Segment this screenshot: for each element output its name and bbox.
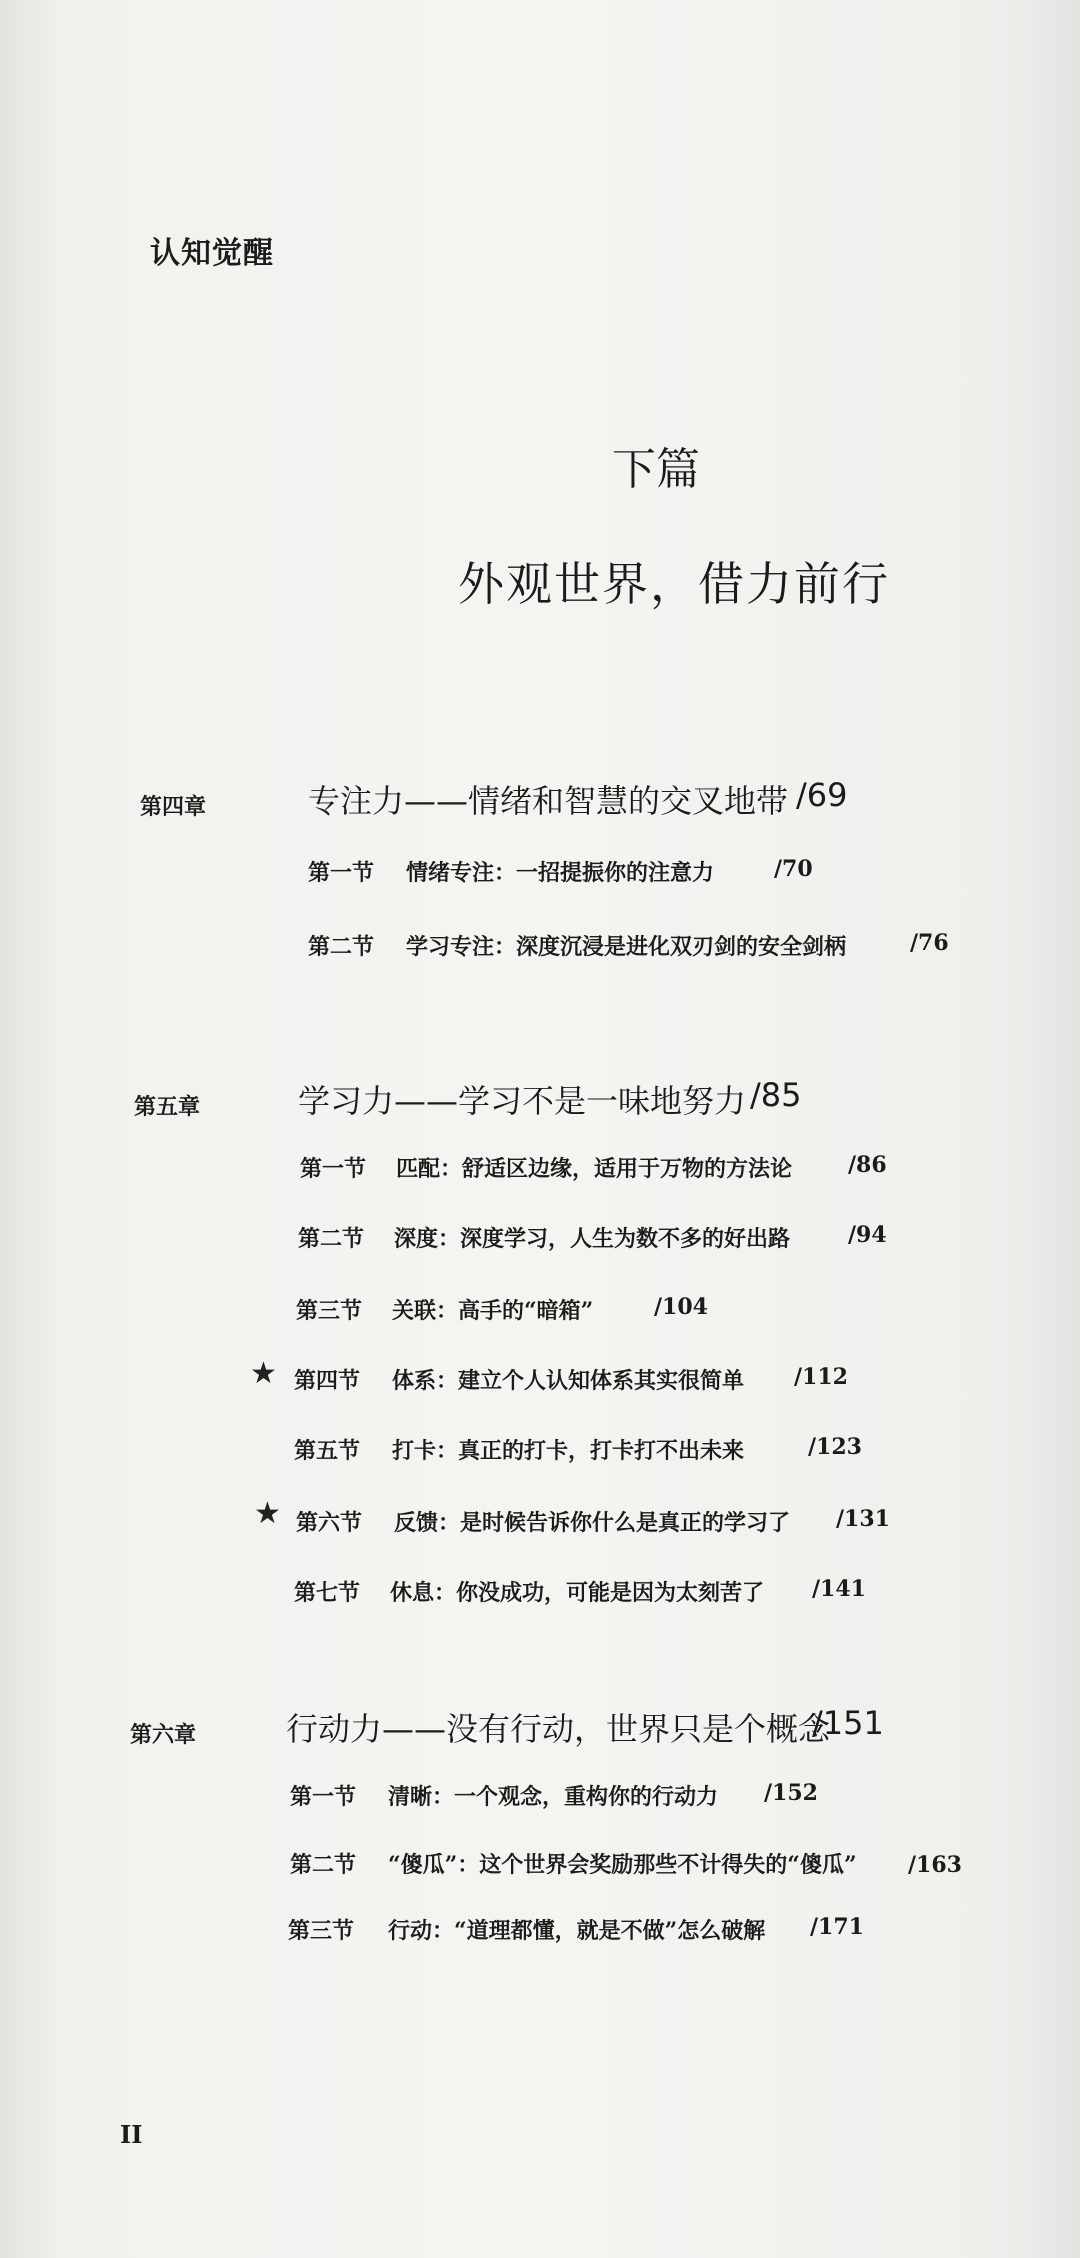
ch4-sec1-page: /70 xyxy=(774,856,813,882)
ch5-sec5-label: 第五节 xyxy=(294,1438,361,1464)
ch5-sec4-label: 第四节 xyxy=(294,1368,361,1394)
ch5-sec2-title: 深度：深度学习，人生为数不多的好出路 xyxy=(394,1226,791,1252)
ch5-sec1-page: /86 xyxy=(848,1152,887,1178)
chapter-4-title: 专注力——情绪和智慧的交叉地带 xyxy=(308,782,789,820)
ch5-sec4-title: 体系：建立个人认知体系其实很简单 xyxy=(392,1368,745,1394)
ch5-sec5-page: /123 xyxy=(808,1434,862,1460)
ch6-sec3-page: /171 xyxy=(810,1914,864,1940)
part-subtitle: 外观世界，借力前行 xyxy=(458,557,890,611)
ch4-sec1-label: 第一节 xyxy=(308,860,375,886)
ch5-sec1-title: 匹配：舒适区边缘，适用于万物的方法论 xyxy=(396,1156,793,1182)
ch5-sec7-page: /141 xyxy=(812,1576,866,1602)
ch5-sec2-label: 第二节 xyxy=(298,1226,365,1252)
chapter-5-title: 学习力——学习不是一味地努力 xyxy=(298,1082,747,1120)
ch5-sec7-label: 第七节 xyxy=(294,1580,361,1606)
chapter-6-page: /151 xyxy=(812,1704,884,1742)
ch5-sec3-label: 第三节 xyxy=(296,1298,363,1324)
chapter-4-page: /69 xyxy=(796,776,848,814)
ch6-sec2-label: 第二节 xyxy=(290,1852,357,1878)
chapter-6-label: 第六章 xyxy=(130,1722,197,1748)
running-head: 认知觉醒 xyxy=(150,236,274,271)
handwritten-star-mark: ★ xyxy=(254,1496,281,1531)
ch5-sec4-page: /112 xyxy=(794,1364,848,1390)
chapter-4-label: 第四章 xyxy=(140,794,207,820)
ch5-sec6-label: 第六节 xyxy=(296,1510,363,1536)
chapter-5-label: 第五章 xyxy=(134,1094,201,1120)
ch6-sec2-title: “傻瓜”：这个世界会奖励那些不计得失的“傻瓜” xyxy=(388,1852,857,1878)
ch4-sec2-page: /76 xyxy=(910,930,949,956)
ch4-sec2-title: 学习专注：深度沉浸是进化双刃剑的安全剑柄 xyxy=(406,934,847,960)
ch4-sec2-label: 第二节 xyxy=(308,934,375,960)
ch5-sec2-page: /94 xyxy=(848,1222,887,1248)
ch5-sec6-title: 反馈：是时候告诉你什么是真正的学习了 xyxy=(394,1510,791,1536)
ch6-sec3-title: 行动：“道理都懂，就是不做”怎么破解 xyxy=(388,1918,766,1944)
ch6-sec1-title: 清晰：一个观念，重构你的行动力 xyxy=(388,1784,719,1810)
chapter-6-title: 行动力——没有行动，世界只是个概念 xyxy=(286,1710,831,1748)
chapter-5-page: /85 xyxy=(750,1076,802,1114)
ch6-sec1-label: 第一节 xyxy=(290,1784,357,1810)
handwritten-star-mark: ★ xyxy=(250,1356,277,1391)
ch5-sec3-title: 关联：高手的“暗箱” xyxy=(392,1298,594,1324)
ch5-sec1-label: 第一节 xyxy=(300,1156,367,1182)
page-folio: II xyxy=(120,2120,143,2149)
ch4-sec1-title: 情绪专注：一招提振你的注意力 xyxy=(406,860,715,886)
ch6-sec3-label: 第三节 xyxy=(288,1918,355,1944)
ch5-sec7-title: 休息：你没成功，可能是因为太刻苦了 xyxy=(390,1580,765,1606)
ch5-sec5-title: 打卡：真正的打卡，打卡打不出未来 xyxy=(392,1438,745,1464)
ch5-sec6-page: /131 xyxy=(836,1506,890,1532)
ch6-sec2-page: /163 xyxy=(908,1852,962,1878)
part-title: 下篇 xyxy=(612,444,700,495)
ch6-sec1-page: /152 xyxy=(764,1780,818,1806)
ch5-sec3-page: /104 xyxy=(654,1294,708,1320)
